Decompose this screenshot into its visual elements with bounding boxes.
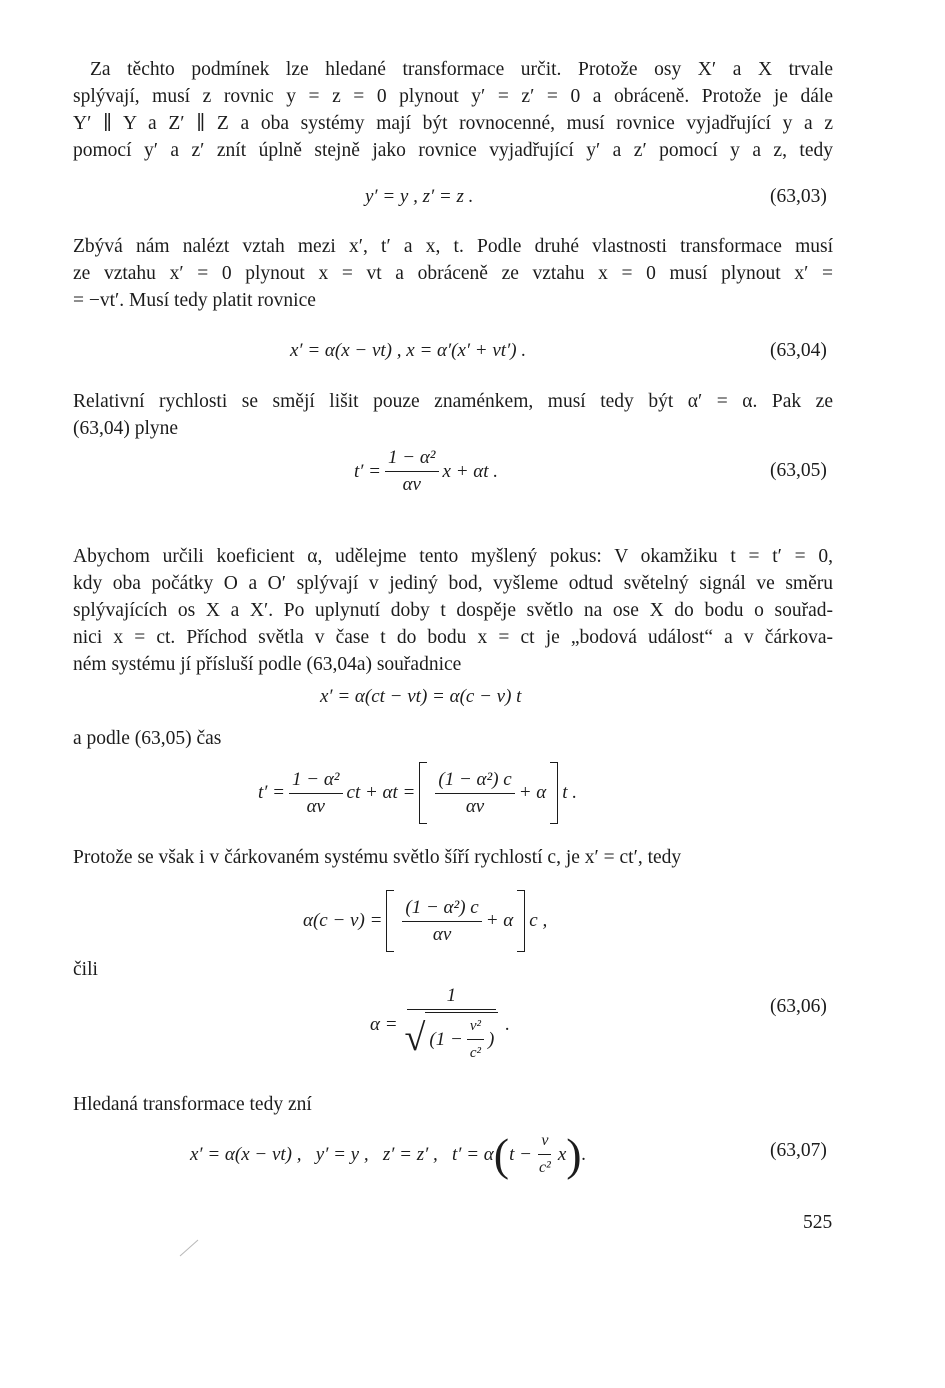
eq-a-lhs: α(c − v) =: [303, 910, 383, 931]
right-bracket: [550, 762, 558, 824]
pencil-mark: [178, 1238, 200, 1258]
equation-63-05: [354, 447, 498, 496]
eq6-denominator: [402, 1010, 502, 1064]
eq6-rad-denominator: c²: [469, 1045, 481, 1061]
eq-a-tail: c ,: [529, 910, 548, 931]
equation-63-03: y′ = y , z′ = z .: [365, 186, 474, 207]
eq-t-numerator-1: 1 − α²: [289, 769, 343, 794]
eq-t-numerator-2: (1 − α²) c: [435, 769, 514, 794]
eq-t-denominator-1: αv: [306, 795, 325, 817]
paragraph-4-line-2: kdy oba počátky O a O′ splývají v jediný bod, vyšleme odtud světelný signál ve směru: [73, 573, 833, 594]
eq-t-fraction-1: [289, 769, 343, 818]
paragraph-2-line-1: Zbývá nám nalézt vztah mezi x′, t′ a x, t. Podle druhé vlastnosti transformace musí: [73, 236, 833, 257]
eq6-fraction: [402, 985, 502, 1064]
eq7-left-paren: (: [493, 1128, 510, 1180]
paragraph-8: Hledaná transformace tedy zní: [73, 1094, 312, 1115]
paragraph-5: a podle (63,05) čas: [73, 728, 222, 749]
eq7-fraction: [536, 1130, 554, 1179]
paragraph-3-line-1: Relativní rychlosti se smějí lišit pouze znaménkem, musí tedy být α′ = α. Pak ze: [73, 391, 833, 412]
paragraph-1-line-3: Y′ ∥ Y a Z′ ∥ Z a oba systémy mají být rovnocenné, musí rovnice vyjadřující y a z: [73, 113, 833, 134]
eq-a-fraction: [402, 897, 481, 946]
paragraph-1-line-2: splývají, musí z rovnic y = z = 0 plynout y′ = z′ = 0 a obráceně. Protože je dále: [73, 86, 833, 107]
eq-t-denominator-2: αv: [465, 795, 485, 817]
equation-number-63-04: (63,04): [770, 340, 827, 361]
left-bracket: [419, 762, 427, 824]
eq7-inner-1: t −: [509, 1143, 532, 1165]
eq6-lhs: α =: [370, 1013, 398, 1035]
eq-t-tail: t .: [562, 782, 578, 803]
equation-63-06: [370, 985, 510, 1064]
equation-t-prime-light: [258, 762, 577, 824]
eq5-denominator: αv: [402, 474, 421, 495]
eq7-part-1: x′ = α(x − vt) , y′ = y , z′ = z′ , t′ = α: [190, 1143, 494, 1165]
paragraph-1-line-4: pomocí y′ a z′ znít úplně stejně jako rovnice vyjadřující y′ a z′ pomocí y a z, tedy: [73, 140, 833, 161]
sqrt-radicand: [425, 1012, 498, 1064]
paragraph-4-line-5: ném systému jí přísluší podle (63,04a) souřadnice: [73, 654, 462, 675]
eq6-tail: .: [505, 1013, 511, 1035]
equation-alpha-light: [303, 890, 547, 952]
paragraph-2-line-2: ze vztahu x′ = 0 plynout x = vt a obráceně ze vztahu x = 0 musí plynout x′ =: [73, 263, 833, 284]
paragraph-4-line-1: Abychom určili koeficient α, udělejme tento myšlený pokus: V okamžiku t = t′ = 0,: [73, 546, 833, 567]
eq7-tail: .: [581, 1143, 587, 1165]
equation-number-63-07: (63,07): [770, 1140, 827, 1161]
eq5-rhs: x + αt .: [442, 460, 499, 482]
eq6-numerator: 1: [407, 985, 497, 1010]
eq6-rad-close: ): [487, 1028, 495, 1050]
left-bracket: [386, 890, 394, 952]
eq-t-inner: + α: [518, 782, 547, 803]
eq-t-fraction-2: [435, 769, 514, 818]
paragraph-2-line-3: = −vt′. Musí tedy platit rovnice: [73, 290, 316, 311]
eq-a-denominator: αv: [432, 923, 452, 945]
paragraph-4-line-4: nici x = ct. Příchod světla v čase t do bodu x = ct je „bodová událost“ a v čárkova-: [73, 627, 833, 648]
sqrt-symbol: √: [404, 1017, 426, 1059]
paragraph-7: čili: [73, 959, 98, 980]
eq7-numerator: v: [538, 1130, 551, 1155]
equation-63-07: [190, 1130, 586, 1179]
eq7-right-paren: ): [566, 1128, 582, 1180]
paragraph-3-line-2: (63,04) plyne: [73, 418, 179, 439]
paragraph-4-line-3: splývajících os X a X′. Po uplynutí doby t dospěje světlo na ose X do bodu o souřad-: [73, 600, 833, 621]
right-bracket: [517, 890, 525, 952]
eq7-inner-2: x: [557, 1143, 567, 1165]
eq5-numerator: 1 − α²: [385, 447, 439, 472]
equation-63-04: x′ = α(x − vt) , x = α′(x′ + vt′) .: [290, 340, 527, 361]
eq-a-inner: + α: [485, 910, 514, 931]
equation-number-63-03: (63,03): [770, 186, 827, 207]
eq-a-numerator: (1 − α²) c: [402, 897, 481, 922]
equation-number-63-06: (63,06): [770, 996, 827, 1017]
eq5-lhs: t′ =: [354, 460, 382, 482]
eq-t-middle: ct + αt =: [346, 782, 416, 803]
equation-number-63-05: (63,05): [770, 460, 827, 481]
eq6-rad-numerator: v²: [467, 1015, 484, 1040]
page-number: 525: [803, 1212, 833, 1233]
equation-x-prime-light: x′ = α(ct − vt) = α(c − v) t: [320, 686, 522, 707]
eq7-denominator: c²: [538, 1159, 551, 1176]
paragraph-6: Protože se však i v čárkovaném systému světlo šíří rychlostí c, je x′ = ct′, tedy: [73, 847, 682, 868]
eq-t-lhs: t′ =: [258, 782, 286, 803]
eq5-fraction: [385, 447, 439, 496]
paragraph-1-line-1: Za těchto podmínek lze hledané transformace určit. Protože osy X′ a X trvale: [90, 59, 833, 80]
eq6-rad-open: (1 −: [429, 1028, 463, 1050]
eq6-rad-fraction: [467, 1015, 484, 1064]
